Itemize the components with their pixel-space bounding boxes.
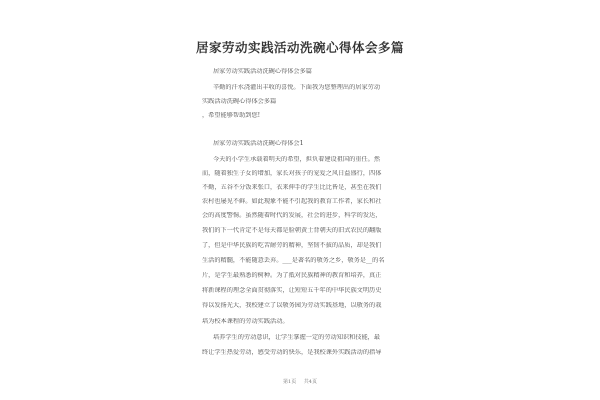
body-line: 得以发扬光大，我校建立了以敬务园为劳动实践基地，以敬务的栽 xyxy=(202,302,382,309)
body-line: 终让学生热爱劳动，感受劳动的快乐，是我校课外实践活动的指导 xyxy=(202,349,382,356)
body-line: 片，是学生最熟悉的树种。为了抵对民族精神的教育和培养，真正 xyxy=(202,272,382,279)
body-line: 不勤，五谷不分饭来张口，衣来伸手的学生比比皆是，甚至在我们 xyxy=(202,184,382,191)
body-line: 而，随着独生子女的增加，家长对孩子的宠爱之风日益盛行，四体 xyxy=(202,170,382,177)
body-line: 将新课程的理念全面贯彻落实，让短短五千年的中华民族文明历史 xyxy=(202,287,382,294)
page-footer xyxy=(0,378,600,385)
body-line: 生活的精髓，不能随意丢弃。___是著名的敬务之乡，敬务是__的名 xyxy=(202,257,385,264)
intro-line: 居家劳动实践活动洗碗心得体会多篇 xyxy=(213,68,312,75)
intro-line: ，希望能够帮助到您! xyxy=(202,112,261,119)
body-line: 了，但是中华民族的吃苦耐劳的精神，坚韧不拔的品质，却是我们 xyxy=(202,242,382,249)
body-line: 农村也屡见不鲜。如此现象不能不引起我的教育工作者，家长和社 xyxy=(202,198,382,205)
body-line: 我们的下一代肯定不是每天都是脸朝黄土背朝天的旧式农民的翻版 xyxy=(202,227,382,234)
intro-line: 辛勤的汗水浇灌出丰收的喜悦。下面我为您整理出的居家劳动 xyxy=(213,84,381,91)
page-total: 共4页 xyxy=(303,379,317,385)
document-title: 居家劳动实践活动洗碗心得体会多篇 xyxy=(195,40,404,55)
intro-line: 实践活动洗碗心得体会多篇 xyxy=(202,98,277,105)
section-title: 居家劳动实践活动洗碗心得体会1 xyxy=(213,140,304,147)
body-line: 培养学生的劳动意识，让学生掌握一定的劳动知识和技能，最 xyxy=(213,334,381,341)
page-number: 第1页 xyxy=(283,379,297,385)
body-line: 会的高度警惕。虽然随着时代的发展，社会的进步，科学的发达， xyxy=(202,212,382,219)
body-line: 培为校本课程的劳动实践活动。 xyxy=(202,318,289,325)
body-line: 今天的小学生承载着明天的希望，担负着建设祖国的重任。然 xyxy=(213,156,381,163)
